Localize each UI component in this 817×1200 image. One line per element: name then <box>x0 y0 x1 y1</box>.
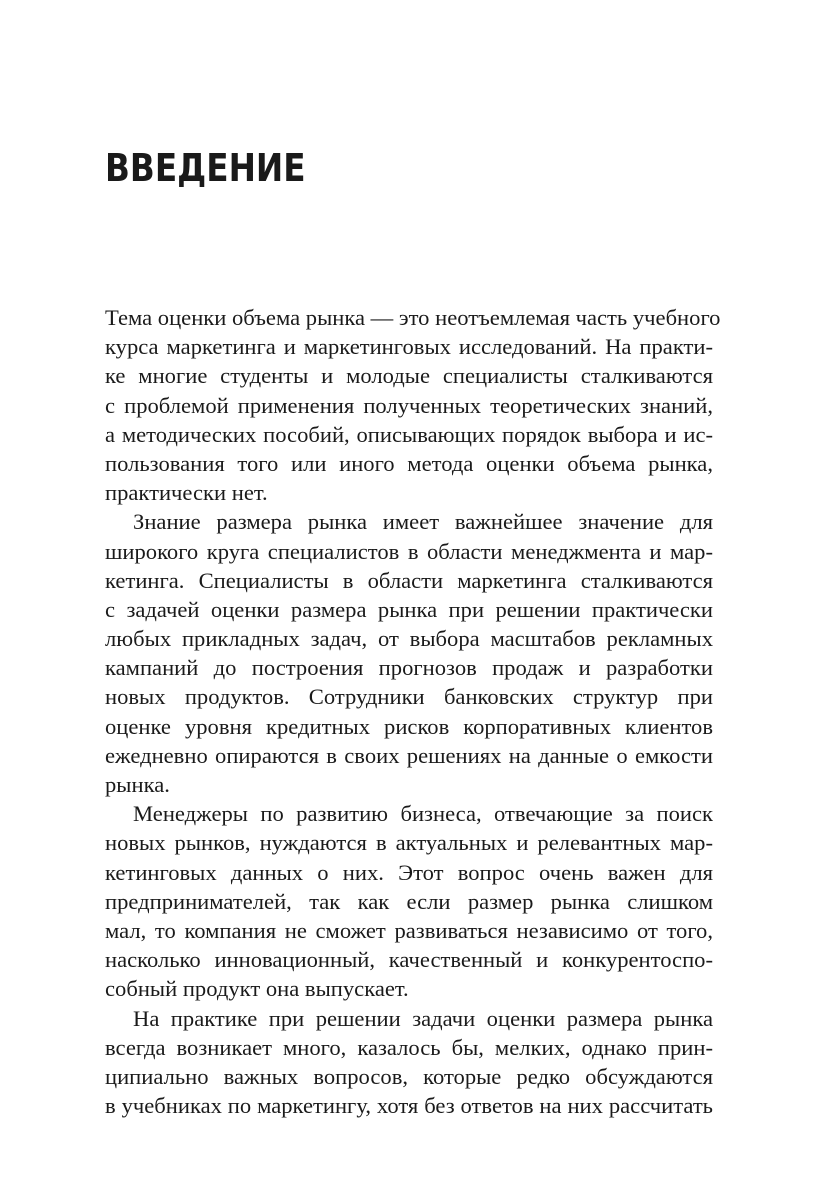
text-line: пользования того или иного метода оценки объема рынка, <box>105 450 713 476</box>
paragraph-1 <box>105 303 721 507</box>
text-line: а методических пособий, описывающих порядок выбора и ис- <box>105 421 713 447</box>
text-line: мал, то компания не сможет развиваться независимо от того, <box>105 917 713 943</box>
text-line: практически нет. <box>105 480 268 506</box>
text-line: Знание размера рынка имеет важнейшее значение для <box>133 509 713 535</box>
text-line: всегда возникает много, казалось бы, мелких, однако прин- <box>105 1034 713 1060</box>
text-line: оценке уровня кредитных рисков корпоративных клиентов <box>105 713 713 739</box>
text-line: в учебниках по маркетингу, хотя без ответов на них рассчитать <box>105 1093 713 1119</box>
text-line: Тема оценки объема рынка — это неотъемлемая часть учебного <box>105 305 721 330</box>
text-line: рынка. <box>105 772 170 797</box>
text-line: с задачей оценки размера рынка при решении практически <box>105 596 713 622</box>
text-line: Менеджеры по развитию бизнеса, отвечающие за поиск <box>133 801 713 827</box>
paragraph-4 <box>105 1004 713 1121</box>
text-line: курса маркетинга и маркетинговых исследований. На практи- <box>105 334 713 360</box>
text-line: кетинговых данных о них. Этот вопрос очень важен для <box>105 859 713 885</box>
text-line: ке многие студенты и молодые специалисты сталкиваются <box>105 363 713 389</box>
text-line: кетинга. Специалисты в области маркетинга сталкиваются <box>105 567 713 593</box>
text-line: широкого круга специалистов в области менеджмента и мар- <box>105 538 713 564</box>
text-line: новых продуктов. Сотрудники банковских структур при <box>105 684 713 710</box>
text-line: насколько инновационный, качественный и конкурентоспо- <box>105 947 713 973</box>
text-line: собный продукт она выпускает. <box>105 976 409 1002</box>
text-line: любых прикладных задач, от выбора масштабов рекламных <box>105 626 713 652</box>
body-text <box>105 303 721 1120</box>
text-line: с проблемой применения полученных теоретических знаний, <box>105 392 713 418</box>
text-line: предпринимателей, так как если размер рынка слишком <box>105 888 713 914</box>
paragraph-2 <box>105 507 713 799</box>
chapter-title: ВВЕДЕНИЕ <box>105 146 306 190</box>
text-line: кампаний до построения прогнозов продаж и разработки <box>105 655 713 681</box>
text-line: ежедневно опираются в своих решениях на данные о емкости <box>105 742 713 768</box>
text-line: новых рынков, нуждаются в актуальных и релевантных мар- <box>105 830 713 856</box>
text-line: На практике при решении задачи оценки размера рынка <box>133 1005 713 1031</box>
paragraph-3 <box>105 799 713 1003</box>
text-line: ципиально важных вопросов, которые редко обсуждаются <box>105 1063 713 1089</box>
